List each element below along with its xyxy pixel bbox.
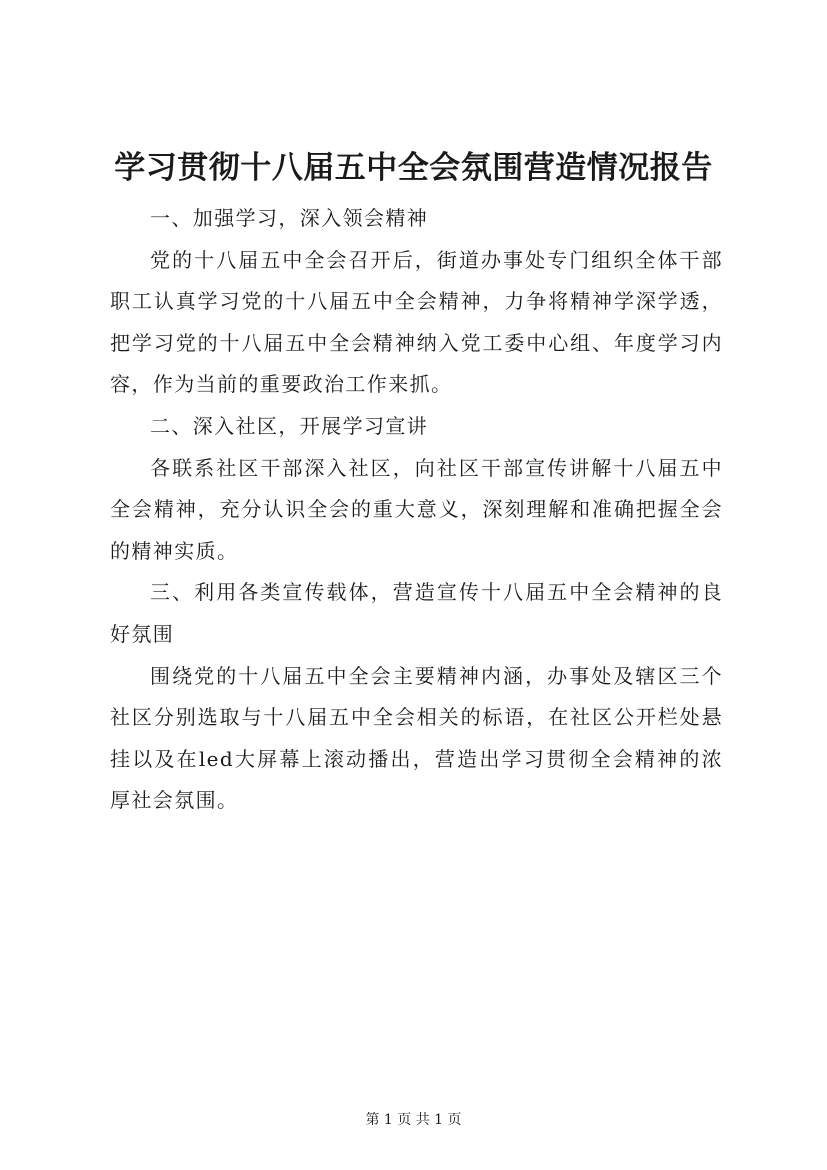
page-number-footer: 第 1 页 共 1 页 [365, 1112, 462, 1128]
document-title: 学习贯彻十八届五中全会氛围营造情况报告 [114, 150, 713, 186]
document-body [110, 198, 723, 822]
paragraph-3: 围绕党的十八届五中全会主要精神内涵，办事处及辖区三个社区分别选取与十八届五中全会相关的标语，在社区公开栏处悬挂以及在led大屏幕上滚动播出，营造出学习贯彻全会精神的浓厚社会氛围。 [110, 663, 723, 813]
paragraph-2: 各联系社区干部深入社区，向社区干部宣传讲解十八届五中全会精神，充分认识全会的重大意义，深刻理解和准确把握全会的精神实质。 [110, 455, 723, 563]
paragraph-1: 党的十八届五中全会召开后，街道办事处专门组织全体干部职工认真学习党的十八届五中全会精神，力争将精神学深学透，把学习党的十八届五中全会精神纳入党工委中心组、年度学习内容，作为当前的重要政治工作来抓。 [110, 247, 723, 397]
section-heading-1: 一、加强学习，深入领会精神 [150, 206, 429, 230]
section-heading-2: 二、深入社区，开展学习宣讲 [150, 413, 429, 438]
section-heading-3: 三、利用各类宣传载体，营造宣传十八届五中全会精神的良好氛围 [110, 580, 723, 646]
